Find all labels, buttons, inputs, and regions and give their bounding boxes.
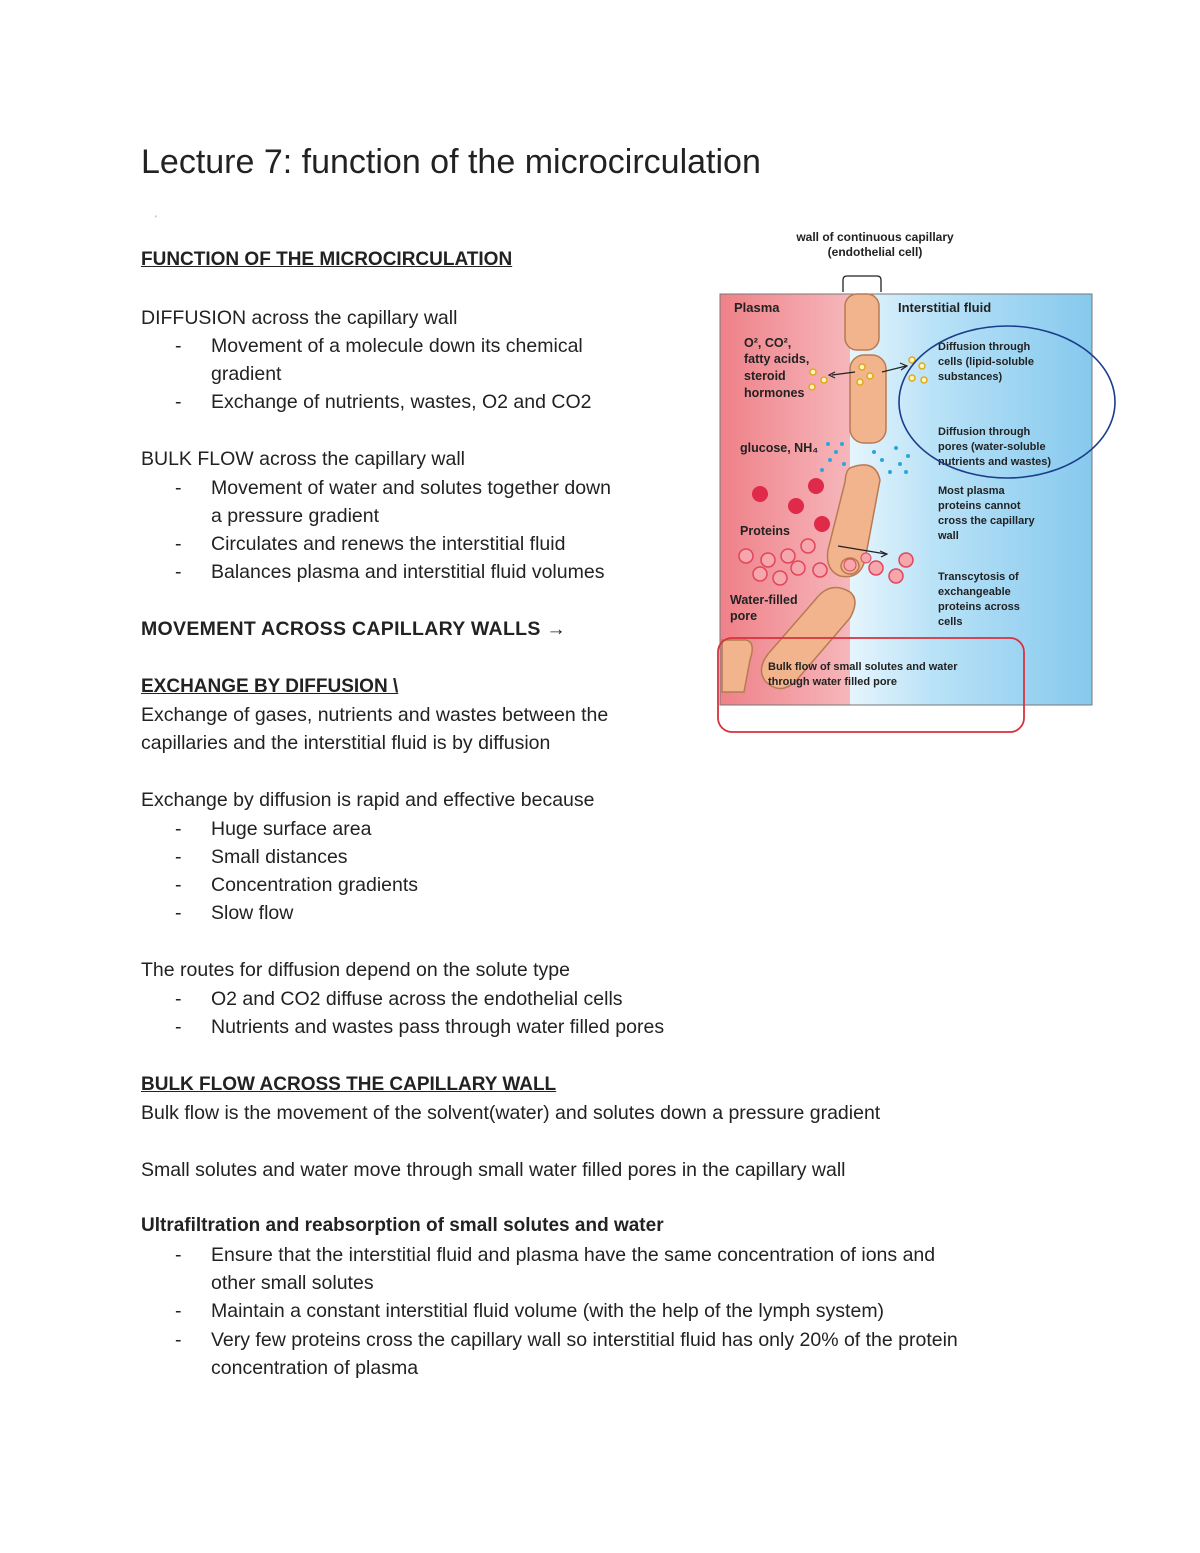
protein-dot [814,516,830,532]
plasma-label: Plasma [734,300,780,315]
water-dot [820,468,824,472]
lipid-dot [919,363,925,369]
diffusion-intro: DIFFUSION across the capillary wall [141,307,458,329]
protein-dot [752,486,768,502]
bulk-flow-label: through water filled pore [768,676,897,688]
bullet-dash: - [175,988,182,1010]
rapid-intro: Exchange by diffusion is rapid and effective because [141,789,595,811]
bulk-line-1: Bulk flow is the movement of the solvent(water) and solutes down a pressure gradient [141,1102,881,1124]
heading-movement-across-walls: MOVEMENT ACROSS CAPILLARY WALLS → [141,618,567,640]
routes-intro: The routes for diffusion depend on the solute type [141,959,570,981]
transcytosis-label: cells [938,616,963,628]
diffusion-pores-label: pores (water-soluble [938,441,1046,453]
water-dot [842,462,846,466]
bulk-line-2: Small solutes and water move through small water filled pores in the capillary wall [141,1159,846,1181]
lipid-dot [809,384,815,390]
heading-bulk-flow: BULK FLOW ACROSS THE CAPILLARY WALL [141,1074,557,1095]
protein-dot [889,569,903,583]
diffusion-cells-label: cells (lipid-soluble [938,356,1034,368]
diffusion-pores-label: Diffusion through [938,426,1031,438]
diffusion-line-1: Exchange of gases, nutrients and wastes between the [141,704,609,726]
bullet-dash: - [175,561,182,583]
bullet-dash: - [175,1244,182,1266]
water-dot [904,470,908,474]
bullet-dash: - [175,1329,182,1351]
protein-dot [869,561,883,575]
protein-dot [753,567,767,581]
endothelial-cell [850,355,886,443]
bullet-dash: - [175,335,182,357]
transcytosis-label: Transcytosis of [938,571,1019,583]
water-dot [840,442,844,446]
lipid-solute-label: O², CO², [744,336,792,350]
water-pore-label: Water-filled [730,593,798,607]
bullet-dash: - [175,477,182,499]
document-page: Lecture 7: function of the microcirculation ' FUNCTION OF THE MICROCIRCULATION DIFFUSION across the capillary wall - Movement of a molecule down its chemical gradient - Exchange of nutrients, wastes, O2 and CO2 BULK FLOW across the capillary wall - Movement of water and solutes together down a pressure gradient - Circulates and renews the interstitial fluid - Balances plasma and interstitial fluid volumes MOVEMENT ACROSS CAPILLARY WALLS → EXCHANGE BY DIFFUSION \ Exchange of gases, nutrients and wastes between the capillaries and the interstitial fluid is by diffusion Exchange by diffusion is rapid and effective because - Huge surface area - Small distances - Concentration gradients - Slow flow The routes for diffusion depend on the solute type - O2 and CO2 diffuse across the endothelial cells - Nutrients and wastes pass through water filled pores BULK FLOW ACROSS THE CAPILLARY WALL Bulk flow is the movement of the solvent(water) and solutes down a pressure gradient Small solutes and water move through small water filled pores in the capillary wall Ultrafiltration and reabsorption of small solutes and water - Ensure that the interstitial fluid and plasma have the same concentration of ions and other small solutes - Maintain a constant interstitial fluid volume (with the help of the lymph system) - Very few proteins cross the capillary wall so interstitial fluid has only 20% of the protein concentration of plasma wall of continuous capillary (endothelial cell) Plasma Interstitial fluid O², CO², fatty acids, steroid hormones glucose, NH₄ Proteins Water-filled pore Diffusion through cells (lipid-soluble substances) Diffusion through pores (water-soluble nutrients and wastes) Most plasma proteins cannot cross the capillary wall Transcytosis of exchangeable proteins across cells Bulk flow of small solutes and water through water filled pore [0,0,1200,1553]
capillary-wall-diagram [700,220,1120,740]
lipid-solute-label: steroid [744,369,786,383]
lipid-dot [909,375,915,381]
bullet-dash: - [175,874,182,896]
water-dot [898,462,902,466]
lipid-dot [859,364,865,370]
protein-dot [788,498,804,514]
lipid-dot [810,369,816,375]
diffusion-cells-label: Diffusion through [938,341,1031,353]
protein-dot [801,539,815,553]
protein-dot [791,561,805,575]
top-label-2: (endothelial cell) [827,245,923,259]
water-dot [826,442,830,446]
water-pore-label: pore [730,609,758,623]
most-plasma-label: proteins cannot [938,500,1021,512]
water-dot [894,446,898,450]
proteins-label: Proteins [740,524,791,538]
water-dot [834,450,838,454]
bullet-dash: - [175,391,182,413]
glucose-label: glucose, NH₄ [740,441,819,455]
bulk-intro: BULK FLOW across the capillary wall [141,448,466,470]
bulk-flow-label: Bulk flow of small solutes and water [768,661,958,673]
lipid-dot [867,373,873,379]
bullet-dash: - [175,846,182,868]
most-plasma-label: cross the capillary [938,515,1035,527]
heading-exchange-by-diffusion: EXCHANGE BY DIFFUSION \ [141,676,399,697]
lipid-dot [821,377,827,383]
lipid-dot [857,379,863,385]
water-dot [880,458,884,462]
protein-dot [781,549,795,563]
water-dot [888,470,892,474]
endothelial-cell [845,294,879,350]
diffusion-cells-label: substances) [938,371,1003,383]
page-title: Lecture 7: function of the microcirculation [141,143,761,181]
transcytosis-label: exchangeable [938,586,1011,598]
protein-dot [739,549,753,563]
most-plasma-label: wall [938,530,959,542]
protein-dot [761,553,775,567]
bullet-dash: - [175,818,182,840]
vesicle [844,559,856,571]
water-dot [872,450,876,454]
heading-function-microcirculation: FUNCTION OF THE MICROCIRCULATION [141,249,513,270]
stray-mark: ' [155,214,157,224]
diffusion-line-2: capillaries and the interstitial fluid is by diffusion [141,732,551,754]
vesicle [861,553,871,563]
most-plasma-label: Most plasma [938,485,1005,497]
top-label-1: wall of continuous capillary [796,230,954,244]
water-dot [828,458,832,462]
interstitial-label: Interstitial fluid [898,300,992,315]
diffusion-pores-label: nutrients and wastes) [938,456,1052,468]
bullet-dash: - [175,533,182,555]
protein-dot [773,571,787,585]
bullet-dash: - [175,902,182,924]
protein-dot [813,563,827,577]
protein-dot [808,478,824,494]
protein-dot [899,553,913,567]
lipid-solute-label: fatty acids, [744,352,810,366]
bullet-dash: - [175,1300,182,1322]
transcytosis-label: proteins across [938,601,1020,613]
bullet-dash: - [175,1016,182,1038]
bracket-icon [843,276,881,292]
lipid-dot [921,377,927,383]
water-dot [906,454,910,458]
lipid-solute-label: hormones [744,386,805,400]
heading-ultrafiltration: Ultrafiltration and reabsorption of small solutes and water [141,1215,664,1236]
